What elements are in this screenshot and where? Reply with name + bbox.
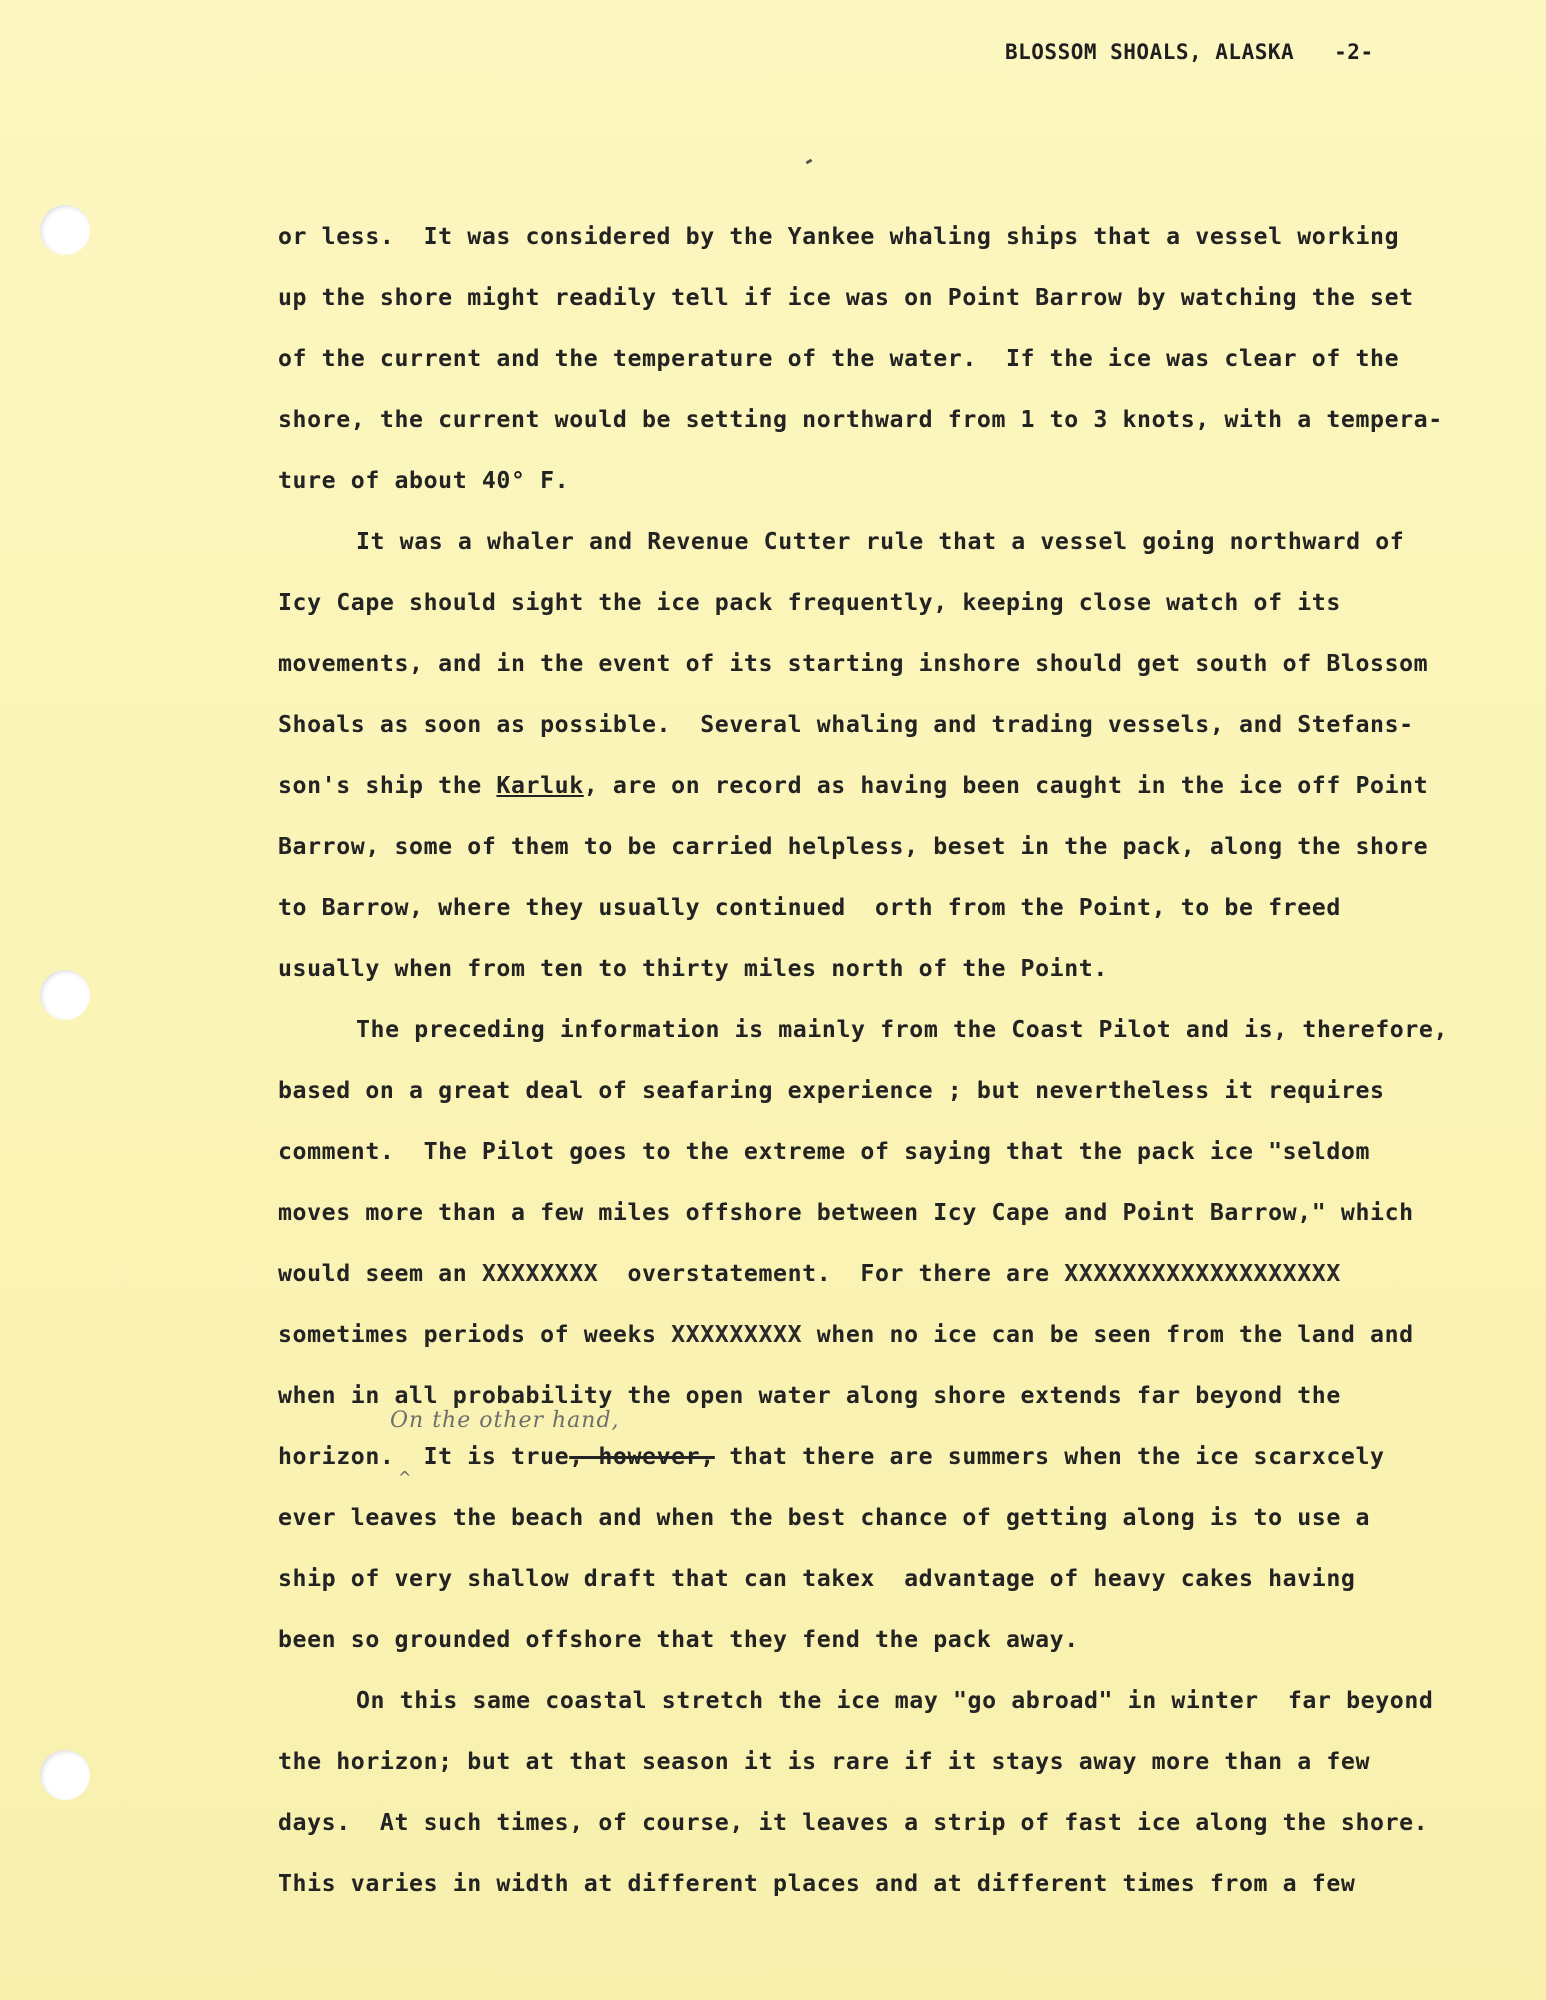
header-title: BLOSSOM SHOALS, ALASKA [1005, 40, 1295, 64]
handwritten-annotation: On the other hand, [390, 1408, 620, 1433]
line-segment: overstatement. For there are [598, 1260, 1065, 1287]
text-line: of the current and the temperature of the water. If the ice was clear of the [278, 345, 1400, 372]
ship-name-underlined: Karluk [496, 772, 584, 799]
line-segment: that there are summers when the ice scarxcely [714, 1443, 1385, 1470]
running-header [1005, 40, 1374, 64]
text-line [278, 1442, 1385, 1472]
text-line: shore, the current would be setting northward from 1 to 3 knots, with a tempera- [278, 406, 1443, 433]
line-segment: horizon. It is true [278, 1443, 570, 1470]
line-segment: when no ice can be seen from the land and [802, 1321, 1414, 1348]
paragraph-start-line: On this same coastal stretch the ice may "go abroad" in winter far beyond [356, 1687, 1434, 1714]
text-line: ture of about 40° F. [278, 467, 570, 494]
text-line: ever leaves the beach and when the best chance of getting along is to use a [278, 1504, 1371, 1531]
text-line: This varies in width at different places and at different times from a few [278, 1870, 1356, 1897]
paragraph-start-line: It was a whaler and Revenue Cutter rule that a vessel going northward of [356, 528, 1405, 555]
punch-hole [40, 1750, 90, 1800]
text-line: ship of very shallow draft that can takex advantage of heavy cakes having [278, 1565, 1356, 1592]
text-line: the horizon; but at that season it is rare if it stays away more than a few [278, 1748, 1371, 1775]
stray-ink-mark [806, 159, 813, 165]
text-line: movements, and in the event of its starting inshore should get south of Blossom [278, 650, 1429, 677]
page-number: -2- [1334, 40, 1374, 64]
punch-hole [40, 970, 90, 1020]
text-line [278, 1320, 1414, 1350]
text-line: usually when from ten to thirty miles north of the Point. [278, 955, 1108, 982]
typed-over-text: XXXXXXXX [481, 1260, 599, 1287]
paragraph-start-line: The preceding information is mainly from the Coast Pilot and is, therefore, [356, 1016, 1449, 1043]
text-line: or less. It was considered by the Yankee whaling ships that a vessel working [278, 223, 1400, 250]
text-line: moves more than a few miles offshore between Icy Cape and Point Barrow," which [278, 1199, 1414, 1226]
punch-hole [40, 205, 90, 255]
line-segment: son's ship the [278, 772, 497, 799]
typed-over-text: XXXXXXXXXXXXXXXXXXX [1064, 1260, 1341, 1287]
text-line: to Barrow, where they usually continued orth from the Point, to be freed [278, 894, 1341, 921]
text-line [278, 771, 1428, 801]
text-line: comment. The Pilot goes to the extreme of saying that the pack ice "seldom [278, 1138, 1371, 1165]
text-line: when in all probability the open water along shore extends far beyond the [278, 1382, 1341, 1409]
line-segment: would seem an [278, 1260, 482, 1287]
insertion-caret: ^ [398, 1468, 412, 1487]
text-line: been so grounded offshore that they fend the pack away. [278, 1626, 1079, 1653]
struck-out-text: , however, [569, 1443, 715, 1470]
text-line: Barrow, some of them to be carried helpless, beset in the pack, along the shore [278, 833, 1429, 860]
line-segment: sometimes periods of weeks [278, 1321, 672, 1348]
text-line: based on a great deal of seafaring experience ; but nevertheless it requires [278, 1077, 1385, 1104]
text-line: up the shore might readily tell if ice was on Point Barrow by watching the set [278, 284, 1414, 311]
text-line: Shoals as soon as possible. Several whaling and trading vessels, and Stefans- [278, 711, 1414, 738]
text-line: Icy Cape should sight the ice pack frequently, keeping close watch of its [278, 589, 1341, 616]
typed-over-text: XXXXXXXXX [671, 1321, 803, 1348]
text-line: days. At such times, of course, it leaves a strip of fast ice along the shore. [278, 1809, 1429, 1836]
text-line [278, 1259, 1341, 1289]
line-segment: , are on record as having been caught in the ice off Point [583, 772, 1429, 799]
